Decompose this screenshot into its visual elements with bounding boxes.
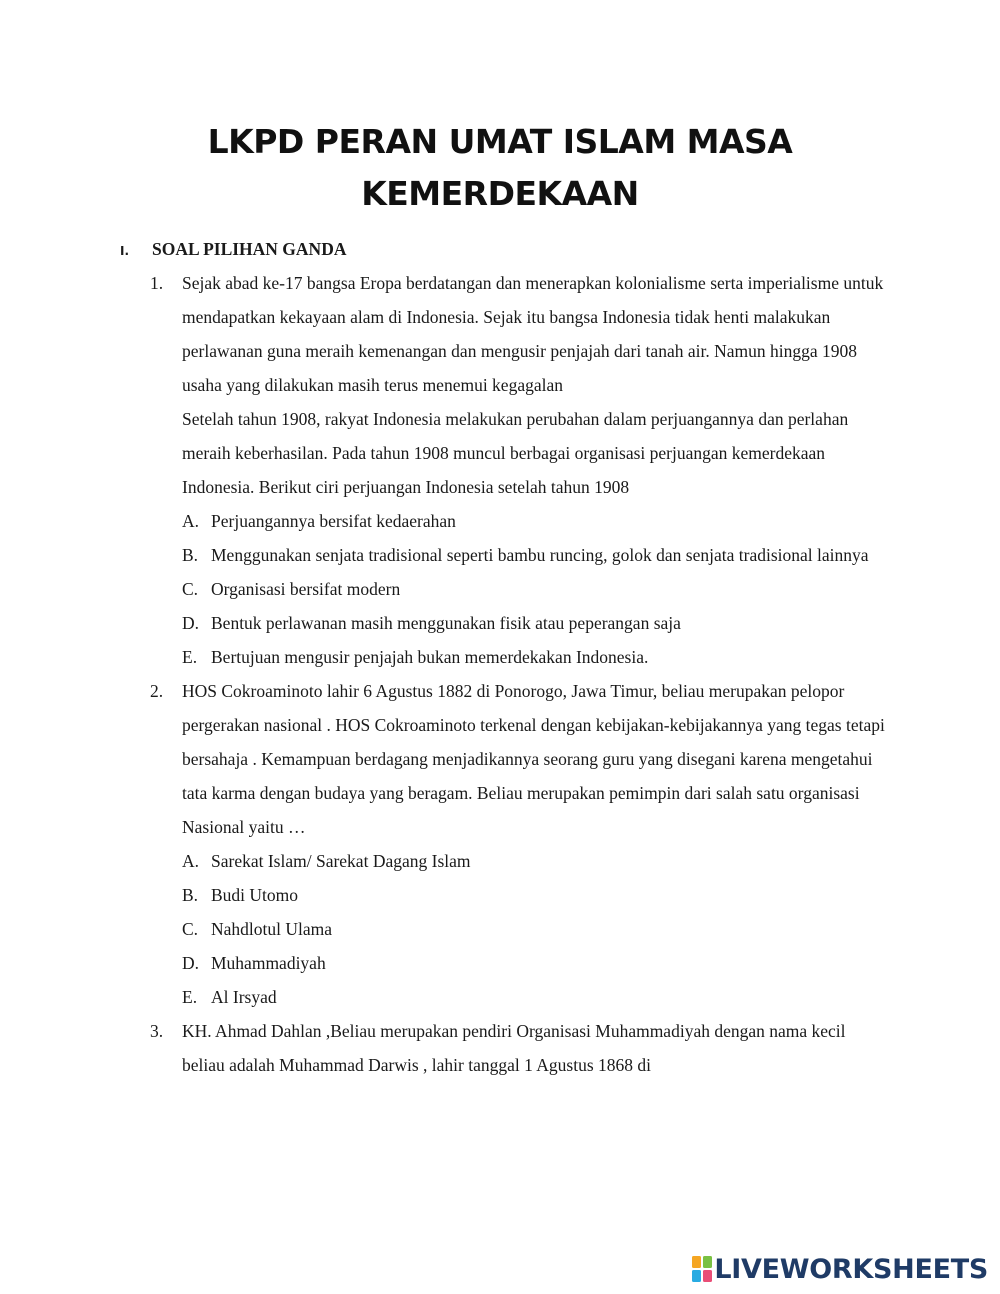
liveworksheets-logo-icon — [692, 1256, 712, 1282]
question-item — [150, 1014, 890, 1082]
option-letter: A. — [182, 851, 200, 871]
answer-option — [182, 606, 890, 640]
answer-option — [182, 640, 890, 674]
option-text: Al Irsyad — [211, 987, 277, 1007]
title-line-2: KEMERDEKAAN — [361, 174, 639, 213]
option-text: Menggunakan senjata tradisional seperti bambu runcing, golok dan senjata tradisional lainnya — [211, 545, 869, 565]
option-letter: D. — [182, 613, 200, 633]
option-letter: C. — [182, 919, 199, 939]
answer-option — [182, 878, 890, 912]
question-item — [150, 674, 890, 1014]
title-line-1: LKPD PERAN UMAT ISLAM MASA — [207, 122, 793, 161]
section-heading — [120, 236, 346, 264]
answer-option — [182, 844, 890, 878]
option-letter: C. — [182, 579, 199, 599]
option-text: Nahdlotul Ulama — [211, 919, 333, 939]
answer-option — [182, 572, 890, 606]
answer-option — [182, 538, 890, 572]
option-text: Perjuangannya bersifat kedaerahan — [211, 511, 456, 531]
option-text: Muhammadiyah — [211, 953, 326, 973]
liveworksheets-logo — [692, 1252, 988, 1286]
option-text: Bertujuan mengusir penjajah bukan memerdekakan Indonesia. — [211, 647, 649, 667]
option-letter: E. — [182, 647, 198, 667]
option-text: Organisasi bersifat modern — [211, 579, 401, 599]
option-letter: D. — [182, 953, 200, 973]
logo-text: LIVEWORKSHEETS — [714, 1253, 988, 1285]
option-letter: E. — [182, 987, 198, 1007]
question-number: 3. — [150, 1021, 164, 1041]
question-list — [150, 266, 890, 1082]
option-text: Sarekat Islam/ Sarekat Dagang Islam — [211, 851, 471, 871]
answer-option — [182, 980, 890, 1014]
question-text: Setelah tahun 1908, rakyat Indonesia melakukan perubahan dalam perjuangannya dan perlahan meraih keberhasilan. Pada tahun 1908 muncul berbagai organisasi perjuangan kemerdekaan Indonesia. Berikut ciri perjuangan Indonesia setelah tahun 1908 — [182, 409, 849, 497]
section-label: SOAL PILIHAN GANDA — [152, 239, 347, 259]
answer-option — [182, 912, 890, 946]
question-item — [150, 266, 890, 674]
question-text: KH. Ahmad Dahlan ,Beliau merupakan pendiri Organisasi Muhammadiyah dengan nama kecil beliau adalah Muhammad Darwis , lahir tanggal 1 Agustus 1868 di — [182, 1021, 846, 1075]
question-text: Sejak abad ke-17 bangsa Eropa berdatangan dan menerapkan kolonialisme serta imperialisme untuk mendapatkan kekayaan alam di Indonesia. Sejak itu bangsa Indonesia tidak henti malakukan perlawanan guna meraih kemenangan dan mengusir penjajah dari tanah air. Namun hingga 1908 usaha yang dilakukan masih terus menemui kegagalan — [182, 273, 884, 395]
page-title — [0, 116, 1000, 220]
answer-option — [182, 946, 890, 980]
option-text: Budi Utomo — [211, 885, 299, 905]
question-number: 1. — [150, 273, 164, 293]
option-letter: B. — [182, 545, 199, 565]
answer-option — [182, 504, 890, 538]
option-letter: B. — [182, 885, 199, 905]
question-number: 2. — [150, 681, 164, 701]
section-number: I. — [120, 244, 130, 258]
option-text: Bentuk perlawanan masih menggunakan fisik atau peperangan saja — [211, 613, 681, 633]
question-text: HOS Cokroaminoto lahir 6 Agustus 1882 di Ponorogo, Jawa Timur, beliau merupakan pelopor pergerakan nasional . HOS Cokroaminoto terkenal dengan kebijakan-kebijakannya yang tegas tetapi bersahaja . Kemampuan berdagang menjadikannya seorang guru yang disegani karena mengetahui tata karma dengan budaya yang beragam. Beliau merupakan pemimpin dari salah satu organisasi Nasional yaitu … — [182, 681, 885, 837]
option-letter: A. — [182, 511, 200, 531]
